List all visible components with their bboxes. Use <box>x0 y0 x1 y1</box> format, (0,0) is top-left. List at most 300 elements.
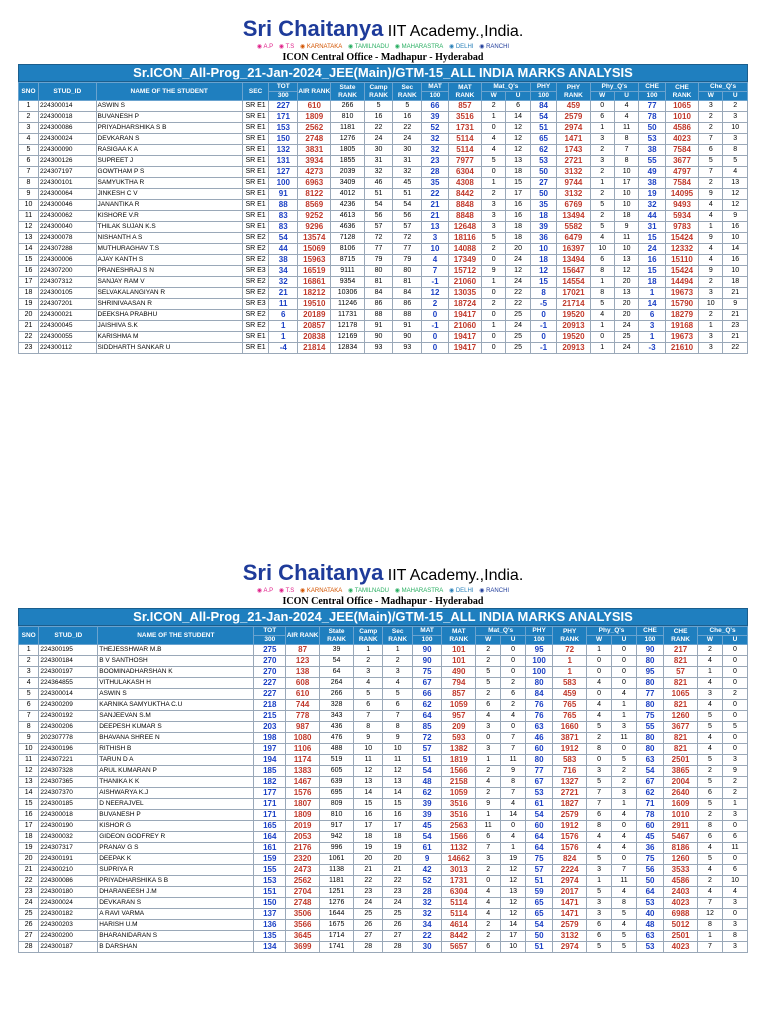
table-cell: 8 <box>614 134 638 145</box>
table-cell: 134 <box>254 942 286 953</box>
table-cell: 7 <box>699 134 723 145</box>
table-cell: 22 <box>393 123 422 134</box>
report-section-2 <box>18 562 748 953</box>
table-cell: 0 <box>476 876 501 887</box>
table-cell: 2017 <box>553 887 587 898</box>
state-maharastra: ◉ MAHARASTRA <box>394 44 444 50</box>
table-cell: 1080 <box>286 733 320 744</box>
table-cell: 2579 <box>553 920 587 931</box>
table-cell: PRIYADHARSHIKA S B <box>98 876 254 887</box>
table-cell: 5 <box>587 854 612 865</box>
table-row <box>19 755 748 766</box>
table-cell: 1181 <box>320 876 354 887</box>
table-cell: 86 <box>393 299 422 310</box>
table-row <box>19 310 748 321</box>
table-cell: 5 <box>476 678 501 689</box>
table-cell: 15712 <box>448 266 481 277</box>
table-cell: 12834 <box>331 343 364 354</box>
table-cell: 5 <box>364 101 393 112</box>
table-row <box>19 244 748 255</box>
table-cell: 7 <box>501 744 526 755</box>
table-cell: 9296 <box>298 222 331 233</box>
table-cell: 53 <box>526 788 553 799</box>
table-cell: 1 <box>590 321 614 332</box>
table-cell: 20838 <box>298 332 331 343</box>
table-cell: 224300062 <box>38 211 96 222</box>
table-cell: 9 <box>699 189 723 200</box>
table-cell: 6988 <box>664 909 698 920</box>
table-cell: 75 <box>412 667 441 678</box>
table-cell: 22 <box>354 876 383 887</box>
table-cell: SUPRIYA R <box>98 865 254 876</box>
table-cell: 10 <box>530 244 557 255</box>
table-cell: 61 <box>412 843 441 854</box>
table-cell: 6 <box>590 112 614 123</box>
table-cell: 1 <box>639 288 666 299</box>
table-cell: 1 <box>482 178 506 189</box>
table-cell: 18 <box>19 832 39 843</box>
table-cell: 51 <box>530 123 557 134</box>
table-cell: 3 <box>590 134 614 145</box>
table-cell: 57 <box>526 865 553 876</box>
table-cell: 0 <box>587 667 612 678</box>
table-cell: 744 <box>286 700 320 711</box>
table-cell: 4 <box>698 656 723 667</box>
table-cell: 765 <box>553 700 587 711</box>
table-cell: 2 <box>612 766 637 777</box>
table-cell: 3677 <box>665 156 698 167</box>
table-cell: 218 <box>254 700 286 711</box>
table-cell: 64 <box>526 843 553 854</box>
table-cell: 3 <box>590 156 614 167</box>
table-cell: 9252 <box>298 211 331 222</box>
table-cell: 18 <box>614 211 638 222</box>
table-cell: SR E1 <box>242 145 269 156</box>
table-cell: 1805 <box>331 145 364 156</box>
table-cell: 48 <box>412 777 441 788</box>
table-cell: 19 <box>383 843 412 854</box>
table-cell: 2 <box>422 299 449 310</box>
table-cell: 12 <box>422 288 449 299</box>
table-cell: 2974 <box>557 123 590 134</box>
table-cell: 28 <box>354 942 383 953</box>
table-cell: -1 <box>422 321 449 332</box>
table-cell: 32 <box>393 167 422 178</box>
table-cell: 16 <box>383 810 412 821</box>
col-mat-w: W <box>482 92 506 101</box>
table-cell: 1675 <box>320 920 354 931</box>
table-cell: THANIKA K K <box>98 777 254 788</box>
table-cell: 64 <box>526 832 553 843</box>
table-cell: 224300014 <box>39 689 98 700</box>
table-cell: 6 <box>476 832 501 843</box>
table-cell: 1 <box>699 321 723 332</box>
table-row <box>19 656 748 667</box>
table-row <box>19 156 748 167</box>
table-cell: 5 <box>587 942 612 953</box>
table-cell: 14 <box>354 788 383 799</box>
report-header <box>18 562 748 608</box>
table-cell: 4023 <box>664 898 698 909</box>
table-cell: PRANAV G S <box>98 843 254 854</box>
brand-logo: Sri Chaitanya IIT Academy.,India. <box>242 16 524 41</box>
table-cell: 28 <box>422 167 449 178</box>
table-cell: 11 <box>614 233 638 244</box>
col-mat-u: U <box>501 636 526 645</box>
table-cell: ASWIN S <box>98 689 254 700</box>
table-cell: 10 <box>422 244 449 255</box>
table-cell: 821 <box>664 700 698 711</box>
table-cell: 5 <box>612 931 637 942</box>
table-cell: 7 <box>587 799 612 810</box>
table-cell: 79 <box>393 255 422 266</box>
col-sec: SEC <box>242 83 269 101</box>
table-cell: 224300014 <box>38 101 96 112</box>
table-cell: 67 <box>412 678 441 689</box>
table-cell: 2721 <box>557 156 590 167</box>
state-karnataka: ◉ KARNATAKA <box>299 44 343 50</box>
table-cell: 1 <box>612 700 637 711</box>
col-mat-rank: MAT RANK <box>442 627 476 645</box>
table-cell: THEJESSHWAR M.B <box>98 645 254 656</box>
table-cell: 19417 <box>448 332 481 343</box>
table-cell: DEVKARAN S <box>98 898 254 909</box>
table-cell: 19 <box>19 843 39 854</box>
table-cell: 15424 <box>665 266 698 277</box>
table-cell: 132 <box>269 145 298 156</box>
col-state: State RANK <box>320 627 354 645</box>
table-cell: 3 <box>639 321 666 332</box>
table-cell: 16 <box>723 222 748 233</box>
table-cell: 26 <box>19 920 39 931</box>
table-cell: 224307201 <box>38 299 96 310</box>
table-cell: 32 <box>364 167 393 178</box>
table-cell: 17 <box>19 821 39 832</box>
table-cell: 15963 <box>298 255 331 266</box>
table-cell: SR E2 <box>242 321 269 332</box>
table-cell: 14 <box>383 788 412 799</box>
marks-table-2-body <box>19 645 748 953</box>
table-cell: BHAVANA SHREE N <box>98 733 254 744</box>
table-cell: 2562 <box>286 876 320 887</box>
table-cell: 6 <box>506 101 530 112</box>
table-cell: 6 <box>476 700 501 711</box>
table-cell: 17349 <box>448 255 481 266</box>
col-camp: Camp RANK <box>354 627 383 645</box>
table-cell: 21 <box>723 288 748 299</box>
table-cell: 30 <box>364 145 393 156</box>
table-cell: 4 <box>476 711 501 722</box>
table-cell: 9 <box>614 222 638 233</box>
table-cell: 64 <box>320 667 354 678</box>
table-cell: 23 <box>383 887 412 898</box>
table-cell: 275 <box>254 645 286 656</box>
table-cell: SR E3 <box>242 299 269 310</box>
table-cell: 1138 <box>320 865 354 876</box>
table-cell: 0 <box>482 332 506 343</box>
table-cell: 1 <box>476 810 501 821</box>
table-cell: 62 <box>530 145 557 156</box>
table-cell: 4586 <box>664 876 698 887</box>
table-cell: 26 <box>383 920 412 931</box>
table-cell: 21 <box>354 865 383 876</box>
table-cell: 93 <box>364 343 393 354</box>
table-cell: 2 <box>699 277 723 288</box>
table-cell: 2 <box>699 310 723 321</box>
table-cell: 8 <box>614 156 638 167</box>
table-cell: MUTHURAGHAV T.S <box>96 244 242 255</box>
table-cell: 2 <box>383 656 412 667</box>
table-cell: 2 <box>476 931 501 942</box>
table-cell: 51 <box>364 189 393 200</box>
table-cell: 3 <box>612 722 637 733</box>
table-cell: 17 <box>614 178 638 189</box>
table-cell: 1 <box>501 843 526 854</box>
table-cell: 20 <box>614 310 638 321</box>
table-cell: 62 <box>412 788 441 799</box>
col-tot-max: 300 <box>269 92 298 101</box>
table-cell: 0 <box>587 755 612 766</box>
table-cell: 224307288 <box>38 244 96 255</box>
table-cell: 9783 <box>665 222 698 233</box>
table-cell: B DARSHAN <box>98 942 254 953</box>
table-cell: 3 <box>476 854 501 865</box>
table-cell: 4 <box>612 920 637 931</box>
table-cell: 10 <box>19 744 39 755</box>
table-cell: 1741 <box>320 942 354 953</box>
table-cell: 1 <box>698 667 723 678</box>
table-cell: 24 <box>383 898 412 909</box>
table-cell: 8 <box>723 145 748 156</box>
table-cell: 18 <box>383 832 412 843</box>
table-cell: -1 <box>422 277 449 288</box>
table-cell: 18 <box>506 167 530 178</box>
table-cell: 7584 <box>665 178 698 189</box>
table-cell: 2 <box>590 167 614 178</box>
table-cell: 15110 <box>665 255 698 266</box>
table-cell: 177 <box>254 788 286 799</box>
table-cell: 65 <box>526 909 553 920</box>
col-phy: PHY <box>526 627 553 636</box>
table-cell: 809 <box>320 799 354 810</box>
table-cell: 4 <box>614 101 638 112</box>
table-cell: 20 <box>383 854 412 865</box>
table-cell: 2 <box>482 244 506 255</box>
table-cell: 224300040 <box>38 222 96 233</box>
table-cell: 1576 <box>286 788 320 799</box>
table-cell: 28 <box>412 887 441 898</box>
table-cell: 1714 <box>320 931 354 942</box>
table-cell: 2974 <box>553 942 587 953</box>
table-cell: 16 <box>506 200 530 211</box>
table-cell: 227 <box>254 689 286 700</box>
table-cell: 4 <box>698 700 723 711</box>
table-cell: 9 <box>699 266 723 277</box>
table-cell: 25 <box>506 343 530 354</box>
table-cell: 25 <box>354 909 383 920</box>
table-cell: 3 <box>19 123 39 134</box>
table-cell: 9 <box>722 766 747 777</box>
table-cell: 12 <box>698 909 723 920</box>
table-cell: 12 <box>383 766 412 777</box>
table-cell: 1467 <box>286 777 320 788</box>
report-title: Sr.ICON_All-Prog_21-Jan-2024_JEE(Main)/GTM-15_ALL INDIA MARKS ANALYSIS <box>18 608 748 626</box>
table-cell: 22 <box>19 332 39 343</box>
col-che-rank: CHE RANK <box>665 83 698 101</box>
table-cell: 11 <box>354 755 383 766</box>
table-cell: 9 <box>482 266 506 277</box>
table-cell: 62 <box>636 788 663 799</box>
table-cell: 224300105 <box>38 288 96 299</box>
table-cell: 32 <box>269 277 298 288</box>
table-cell: 76 <box>526 711 553 722</box>
table-cell: 1383 <box>286 766 320 777</box>
col-sec-rank: Sec RANK <box>393 83 422 101</box>
table-cell: 4 <box>698 744 723 755</box>
table-cell: 10 <box>501 942 526 953</box>
table-cell: 21 <box>383 865 412 876</box>
table-cell: 3871 <box>553 733 587 744</box>
table-cell: 4614 <box>442 920 476 931</box>
table-cell: PRANESHRAJ S N <box>96 266 242 277</box>
table-cell: 2 <box>476 656 501 667</box>
table-cell: 35 <box>530 200 557 211</box>
table-row <box>19 810 748 821</box>
table-cell: 1132 <box>442 843 476 854</box>
table-cell: 1181 <box>331 123 364 134</box>
table-cell: 28 <box>19 942 39 953</box>
col-phy-q: Phy_Q's <box>587 627 637 636</box>
table-cell: SR E2 <box>242 310 269 321</box>
table-cell: 8569 <box>298 200 331 211</box>
table-cell: 24 <box>19 898 39 909</box>
table-cell: 22 <box>506 299 530 310</box>
table-cell: 84 <box>530 101 557 112</box>
table-cell: 5 <box>482 156 506 167</box>
table-cell: 20 <box>614 299 638 310</box>
table-cell: 57 <box>393 222 422 233</box>
table-cell: 9 <box>19 733 39 744</box>
table-cell: 2224 <box>553 865 587 876</box>
table-cell: 3516 <box>448 112 481 123</box>
table-cell: 8715 <box>331 255 364 266</box>
col-che-u: U <box>722 636 747 645</box>
table-cell: 57 <box>664 667 698 678</box>
table-row <box>19 843 748 854</box>
table-cell: 0 <box>612 821 637 832</box>
table-cell: 857 <box>448 101 481 112</box>
table-cell: 100 <box>526 667 553 678</box>
table-cell: 14494 <box>665 277 698 288</box>
col-che: CHE <box>639 83 666 92</box>
table-cell: 0 <box>722 678 747 689</box>
table-cell: 3865 <box>664 766 698 777</box>
table-cell: 22 <box>506 288 530 299</box>
table-cell: 224307328 <box>39 766 98 777</box>
table-cell: 3 <box>722 898 747 909</box>
table-cell: 2 <box>476 865 501 876</box>
table-cell: 18279 <box>665 310 698 321</box>
table-cell: 22 <box>422 189 449 200</box>
table-cell: 2579 <box>553 810 587 821</box>
table-cell: 8122 <box>298 189 331 200</box>
table-cell: 42 <box>412 865 441 876</box>
table-cell: 4636 <box>331 222 364 233</box>
table-cell: 224300180 <box>39 887 98 898</box>
table-cell: 2 <box>482 189 506 200</box>
table-cell: 10 <box>614 244 638 255</box>
table-cell: 53 <box>636 942 663 953</box>
table-cell: 0 <box>722 744 747 755</box>
table-cell: 194 <box>254 755 286 766</box>
table-cell: 227 <box>254 678 286 689</box>
table-cell: 76 <box>526 700 553 711</box>
table-cell: 11 <box>501 755 526 766</box>
table-cell: 91 <box>269 189 298 200</box>
table-row <box>19 678 748 689</box>
table-cell: 17 <box>383 821 412 832</box>
table-cell: 155 <box>254 865 286 876</box>
col-che-q: Che_Q's <box>699 83 748 92</box>
table-cell: 32 <box>422 134 449 145</box>
table-cell: 13 <box>422 222 449 233</box>
table-cell: 4308 <box>448 178 481 189</box>
table-cell: 608 <box>286 678 320 689</box>
table-cell: 224300086 <box>39 876 98 887</box>
table-cell: 224300195 <box>39 645 98 656</box>
table-cell: 1 <box>590 123 614 134</box>
table-cell: 54 <box>526 810 553 821</box>
table-cell: 22 <box>412 931 441 942</box>
table-cell: 18 <box>723 277 748 288</box>
table-cell: 4 <box>590 310 614 321</box>
table-row <box>19 920 748 931</box>
table-cell: 5 <box>393 101 422 112</box>
table-cell: 2 <box>501 678 526 689</box>
table-cell: 343 <box>320 711 354 722</box>
table-cell: 12 <box>506 266 530 277</box>
table-cell: 3533 <box>664 865 698 876</box>
table-cell: 224307200 <box>38 266 96 277</box>
table-cell: 0 <box>476 733 501 744</box>
table-cell: 10 <box>699 299 723 310</box>
table-cell: 2563 <box>442 821 476 832</box>
table-cell: 11731 <box>331 310 364 321</box>
table-cell: 159 <box>254 854 286 865</box>
table-cell: 0 <box>722 700 747 711</box>
table-cell: SR E1 <box>242 332 269 343</box>
table-cell: 4 <box>698 887 723 898</box>
table-cell: 224307370 <box>39 788 98 799</box>
table-cell: 4 <box>723 167 748 178</box>
table-cell: 21 <box>19 865 39 876</box>
col-mat: MAT <box>412 627 441 636</box>
table-cell: 5467 <box>664 832 698 843</box>
table-cell: 18212 <box>298 288 331 299</box>
table-cell: 2 <box>476 645 501 656</box>
table-cell: 15 <box>19 255 39 266</box>
col-stud-id: STUD_ID <box>39 627 98 645</box>
table-cell: 4023 <box>664 942 698 953</box>
table-cell: 64 <box>412 711 441 722</box>
table-cell: 67 <box>526 777 553 788</box>
table-cell: 8848 <box>448 200 481 211</box>
table-cell: 18 <box>530 211 557 222</box>
table-row <box>19 332 748 343</box>
table-cell: 18 <box>506 233 530 244</box>
table-cell: 131 <box>269 156 298 167</box>
table-cell: 9 <box>723 299 748 310</box>
